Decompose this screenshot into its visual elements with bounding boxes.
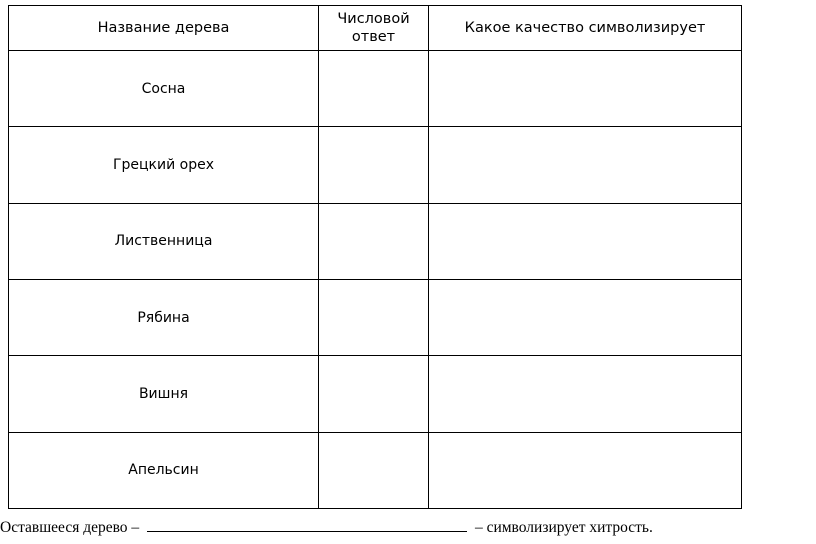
quality-cell[interactable] xyxy=(429,356,742,432)
numeric-answer-value[interactable] xyxy=(319,51,428,126)
remaining-tree-blank[interactable] xyxy=(147,517,467,532)
quality-value[interactable] xyxy=(429,433,741,508)
tree-name-cell: Вишня xyxy=(9,356,319,432)
numeric-answer-value[interactable] xyxy=(319,280,428,355)
table-row xyxy=(9,356,742,432)
quality-value[interactable] xyxy=(429,51,741,126)
quality-value[interactable] xyxy=(429,204,741,279)
table-row xyxy=(9,127,742,203)
quality-cell[interactable] xyxy=(429,203,742,279)
numeric-answer-cell[interactable] xyxy=(319,51,429,127)
numeric-answer-value[interactable] xyxy=(319,204,428,279)
quality-value[interactable] xyxy=(429,280,741,355)
header-numeric-answer-line2: ответ xyxy=(351,29,396,45)
quality-value[interactable] xyxy=(429,127,741,202)
table-row xyxy=(9,51,742,127)
table-row xyxy=(9,279,742,355)
numeric-answer-cell[interactable] xyxy=(319,203,429,279)
quality-cell[interactable] xyxy=(429,51,742,127)
quality-cell[interactable] xyxy=(429,432,742,508)
numeric-answer-cell[interactable] xyxy=(319,356,429,432)
numeric-answer-value[interactable] xyxy=(319,433,428,508)
numeric-answer-cell[interactable] xyxy=(319,127,429,203)
remaining-tree-sentence xyxy=(0,517,816,537)
tree-name-cell: Рябина xyxy=(9,279,319,355)
quality-cell[interactable] xyxy=(429,279,742,355)
tree-symbolism-table xyxy=(8,5,742,509)
tree-name-cell: Грецкий орех xyxy=(9,127,319,203)
tree-name-cell: Сосна xyxy=(9,51,319,127)
header-numeric-answer xyxy=(319,6,429,51)
tree-name-cell: Лиственница xyxy=(9,203,319,279)
sentence-suffix: – символизирует хитрость. xyxy=(474,519,653,536)
table-row xyxy=(9,203,742,279)
numeric-answer-cell[interactable] xyxy=(319,432,429,508)
sentence-prefix: Оставшееся дерево – xyxy=(0,519,140,536)
table-row xyxy=(9,432,742,508)
numeric-answer-value[interactable] xyxy=(319,356,428,431)
numeric-answer-value[interactable] xyxy=(319,127,428,202)
header-tree-name: Название дерева xyxy=(9,6,319,51)
table-header-row xyxy=(9,6,742,51)
quality-cell[interactable] xyxy=(429,127,742,203)
numeric-answer-cell[interactable] xyxy=(319,279,429,355)
quality-value[interactable] xyxy=(429,356,741,431)
tree-name-cell: Апельсин xyxy=(9,432,319,508)
header-quality: Какое качество символизирует xyxy=(429,6,742,51)
header-numeric-answer-line1: Числовой xyxy=(337,11,410,27)
